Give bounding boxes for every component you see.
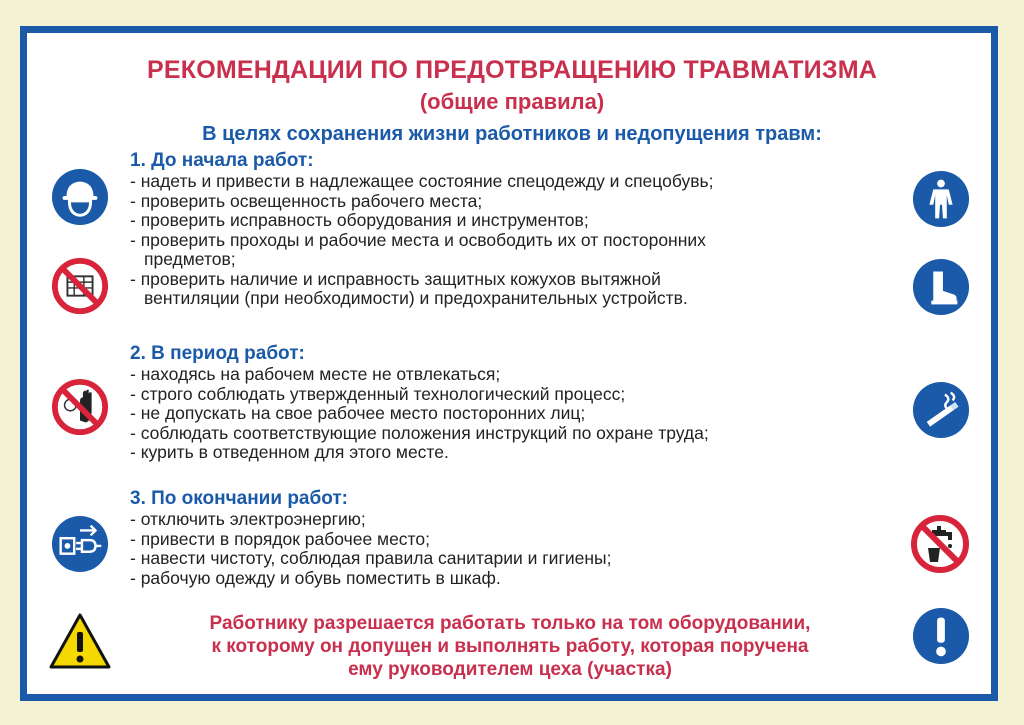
poster-subtitle: (общие правила) — [419, 89, 605, 114]
protective-suit-icon — [912, 170, 970, 228]
list-item: - проверить освещенность рабочего места; — [130, 190, 483, 211]
no-obstruction-icon — [51, 257, 109, 315]
section-after-work — [130, 488, 900, 588]
list-item: - отключить электроэнергию; — [130, 509, 366, 529]
unplug-icon — [51, 515, 109, 573]
hard-hat-icon — [51, 168, 109, 226]
no-drinking-water-icon — [910, 514, 970, 574]
list-item: - проверить проходы и рабочие места и освободить их от посторонних — [130, 229, 706, 250]
list-item: предметов; — [144, 249, 236, 269]
section-during-work — [130, 343, 900, 463]
list-item: - навести чистоту, соблюдая правила санитарии и гигиены; — [130, 548, 612, 568]
section-before-work — [130, 150, 900, 309]
list-item: - надеть и привести в надлежащее состояние спецодежду и спецобувь; — [130, 171, 714, 191]
intro-text: В целях сохранения жизни работников и недопущения травм: — [202, 123, 822, 145]
no-entry-hand-icon — [51, 378, 109, 436]
safety-boots-icon — [912, 258, 970, 316]
list-item: - соблюдать соответствующие положения инструкций по охране труда; — [130, 422, 709, 443]
footer-line: к которому он допущен и выполнять работу, которая поручена — [211, 636, 809, 657]
section-heading: 1. До начала работ: — [130, 150, 314, 171]
list-item: - рабочую одежду и обувь поместить в шкаф. — [130, 567, 501, 588]
list-item: - не допускать на свое рабочее место посторонних лиц; — [130, 403, 586, 423]
section-heading: 3. По окончании работ: — [130, 488, 348, 509]
footer-line: ему руководителем цеха (участка) — [348, 659, 672, 680]
section-heading: 2. В период работ: — [130, 343, 305, 364]
list-item: - строго соблюдать утвержденный технологический процесс; — [130, 383, 626, 404]
list-item: вентиляции (при необходимости) и предохранительных устройств. — [144, 288, 688, 308]
list-item: - проверить наличие и исправность защитных кожухов вытяжной — [130, 268, 661, 289]
smoking-area-icon — [912, 381, 970, 439]
list-item: - привести в порядок рабочее место; — [130, 528, 430, 549]
list-item: - находясь на рабочем месте не отвлекаться; — [130, 364, 501, 384]
exclamation-icon — [912, 607, 970, 665]
list-item: - проверить исправность оборудования и инструментов; — [130, 210, 589, 230]
footer-notice — [110, 612, 910, 681]
list-item: - курить в отведенном для этого месте. — [130, 442, 449, 462]
warning-triangle-icon — [48, 612, 112, 670]
footer-line: Работнику разрешается работать только на том оборудовании, — [209, 613, 811, 634]
poster-title: РЕКОМЕНДАЦИИ ПО ПРЕДОТВРАЩЕНИЮ ТРАВМАТИЗМА — [147, 56, 877, 84]
